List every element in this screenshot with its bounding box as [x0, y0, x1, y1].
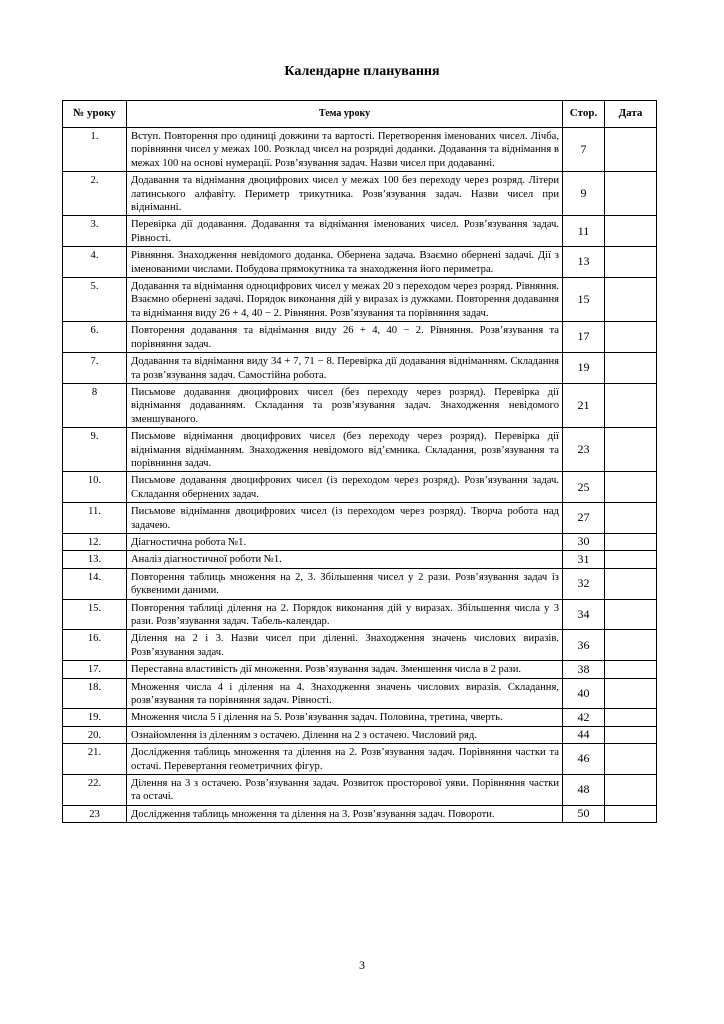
lesson-number-cell: 4.	[63, 247, 127, 278]
lesson-topic-cell: Ділення на 2 і 3. Назви чисел при діленні. Знаходження значень числових виразів. Розв’язування задач.	[127, 630, 563, 661]
page-cell: 9	[563, 172, 605, 216]
date-cell	[605, 551, 657, 568]
date-cell	[605, 172, 657, 216]
table-row	[63, 599, 657, 630]
lesson-topic-cell: Додавання та віднімання одноцифрових чисел у межах 20 з переходом через розряд. Рівняння. Взаємно обернені задачі. Порядок виконання дій у виразах із дужками. Повторення додавання та віднімання виду 26 + 4, 40 − 2. Рівняння. Розв’язування та порівняння задач.	[127, 278, 563, 322]
table-row	[63, 805, 657, 822]
page-cell: 36	[563, 630, 605, 661]
lesson-topic-cell: Вступ. Повторення про одиниці довжини та вартості. Перетворення іменованих чисел. Лічба, порівняння чисел у межах 100. Розклад чисел на розрядні доданки. Додавання та віднімання в межах 100 на основі нумерації. Розв’язування задач. Назви чисел при додаванні.	[127, 128, 563, 172]
lesson-number-cell: 17.	[63, 661, 127, 678]
header-date: Дата	[605, 101, 657, 128]
table-row	[63, 661, 657, 678]
lesson-number-cell: 21.	[63, 744, 127, 775]
lesson-number-cell: 20.	[63, 726, 127, 743]
table-row	[63, 775, 657, 806]
lesson-number-cell: 18.	[63, 678, 127, 709]
date-cell	[605, 383, 657, 427]
lesson-number-cell: 15.	[63, 599, 127, 630]
date-cell	[605, 568, 657, 599]
page-cell: 31	[563, 551, 605, 568]
page-cell: 48	[563, 775, 605, 806]
date-cell	[605, 678, 657, 709]
date-cell	[605, 428, 657, 472]
page-cell: 30	[563, 533, 605, 550]
lesson-number-cell: 8	[63, 383, 127, 427]
page-cell: 15	[563, 278, 605, 322]
header-lesson-number: № уроку	[63, 101, 127, 128]
date-cell	[605, 503, 657, 534]
table-row	[63, 709, 657, 726]
header-page: Стор.	[563, 101, 605, 128]
date-cell	[605, 247, 657, 278]
page-cell: 34	[563, 599, 605, 630]
table-row	[63, 383, 657, 427]
lesson-topic-cell: Повторення таблиці ділення на 2. Порядок виконання дій у виразах. Збільшення числа у 3 рази. Розв’язування задач. Табель-календар.	[127, 599, 563, 630]
page-cell: 7	[563, 128, 605, 172]
date-cell	[605, 533, 657, 550]
table-row	[63, 472, 657, 503]
date-cell	[605, 630, 657, 661]
date-cell	[605, 353, 657, 384]
date-cell	[605, 216, 657, 247]
date-cell	[605, 726, 657, 743]
date-cell	[605, 709, 657, 726]
table-row	[63, 630, 657, 661]
lesson-topic-cell: Діагностична робота №1.	[127, 533, 563, 550]
lesson-number-cell: 3.	[63, 216, 127, 247]
date-cell	[605, 278, 657, 322]
lesson-number-cell: 14.	[63, 568, 127, 599]
page-number: 3	[359, 958, 365, 972]
date-cell	[605, 744, 657, 775]
table-row	[63, 533, 657, 550]
table-row	[63, 278, 657, 322]
page-cell: 50	[563, 805, 605, 822]
table-row	[63, 428, 657, 472]
page-cell: 44	[563, 726, 605, 743]
page-cell: 19	[563, 353, 605, 384]
lesson-topic-cell: Повторення таблиць множення на 2, 3. Збільшення чисел у 2 рази. Розв’язування задач із буквеними даними.	[127, 568, 563, 599]
page-cell: 13	[563, 247, 605, 278]
lesson-topic-cell: Письмове додавання двоцифрових чисел (із переходом через розряд). Розв’язування задач. Складання обернених задач.	[127, 472, 563, 503]
page-cell: 42	[563, 709, 605, 726]
lesson-topic-cell: Множення числа 4 і ділення на 4. Знаходження значень числових виразів. Складання, розв’язування та порівняння задач. Рівності.	[127, 678, 563, 709]
lesson-number-cell: 6.	[63, 322, 127, 353]
date-cell	[605, 599, 657, 630]
lesson-number-cell: 9.	[63, 428, 127, 472]
lesson-topic-cell: Перевірка дії додавання. Додавання та віднімання іменованих чисел. Розв’язування задач. Рівності.	[127, 216, 563, 247]
lesson-number-cell: 16.	[63, 630, 127, 661]
date-cell	[605, 322, 657, 353]
table-header-row	[63, 101, 657, 128]
date-cell	[605, 128, 657, 172]
page-cell: 27	[563, 503, 605, 534]
lesson-number-cell: 23	[63, 805, 127, 822]
page-cell: 21	[563, 383, 605, 427]
table-row	[63, 216, 657, 247]
lesson-topic-cell: Повторення додавання та віднімання виду 26 + 4, 40 − 2. Рівняння. Розв’язування та порівняння задач.	[127, 322, 563, 353]
table-row	[63, 128, 657, 172]
table-row	[63, 551, 657, 568]
lesson-number-cell: 5.	[63, 278, 127, 322]
lesson-number-cell: 7.	[63, 353, 127, 384]
lesson-topic-cell: Письмове віднімання двоцифрових чисел (без переходу через розряд). Перевірка дії віднімання відніманням. Знаходження невідомого від’ємника. Складання, розв’язування та порівняння задач.	[127, 428, 563, 472]
table-row	[63, 678, 657, 709]
lesson-number-cell: 12.	[63, 533, 127, 550]
lesson-number-cell: 13.	[63, 551, 127, 568]
lesson-topic-cell: Рівняння. Знаходження невідомого доданка. Обернена задача. Взаємно обернені задачі. Дії з іменованими числами. Побудова прямокутника та знаходження його периметра.	[127, 247, 563, 278]
lesson-topic-cell: Дослідження таблиць множення та ділення на 3. Розв’язування задач. Повороти.	[127, 805, 563, 822]
lesson-topic-cell: Переставна властивість дії множення. Розв’язування задач. Зменшення числа в 2 рази.	[127, 661, 563, 678]
page-cell: 38	[563, 661, 605, 678]
lesson-number-cell: 10.	[63, 472, 127, 503]
lesson-number-cell: 1.	[63, 128, 127, 172]
lesson-topic-cell: Аналіз діагностичної роботи №1.	[127, 551, 563, 568]
lesson-topic-cell: Ознайомлення із діленням з остачею. Ділення на 2 з остачею. Числовий ряд.	[127, 726, 563, 743]
table-row	[63, 503, 657, 534]
table-row	[63, 568, 657, 599]
date-cell	[605, 775, 657, 806]
table-row	[63, 353, 657, 384]
lesson-topic-cell: Письмове віднімання двоцифрових чисел (із переходом через розряд). Творча робота над задачею.	[127, 503, 563, 534]
calendar-plan-table	[62, 100, 657, 823]
lesson-number-cell: 11.	[63, 503, 127, 534]
lesson-topic-cell: Множення числа 5 і ділення на 5. Розв’язування задач. Половина, третина, чверть.	[127, 709, 563, 726]
lesson-number-cell: 19.	[63, 709, 127, 726]
lesson-number-cell: 22.	[63, 775, 127, 806]
lesson-topic-cell: Дослідження таблиць множення та ділення на 2. Розв’язування задач. Порівняння частки та остачі. Перевертання геометричних фігур.	[127, 744, 563, 775]
lesson-number-cell: 2.	[63, 172, 127, 216]
table-row	[63, 247, 657, 278]
table-row	[63, 172, 657, 216]
lesson-topic-cell: Додавання та віднімання двоцифрових чисел у межах 100 без переходу через розряд. Літери латинського алфавіту. Периметр трикутника. Розв’язування задач. Назви чисел при відніманні.	[127, 172, 563, 216]
date-cell	[605, 661, 657, 678]
page-cell: 46	[563, 744, 605, 775]
date-cell	[605, 805, 657, 822]
page-cell: 40	[563, 678, 605, 709]
lesson-topic-cell: Ділення на 3 з остачею. Розв’язування задач. Розвиток просторової уяви. Порівняння частки та остачі.	[127, 775, 563, 806]
page-cell: 23	[563, 428, 605, 472]
lesson-topic-cell: Додавання та віднімання виду 34 + 7, 71 − 8. Перевірка дії додавання відніманням. Складання та розв’язування задач. Самостійна робота.	[127, 353, 563, 384]
page-cell: 32	[563, 568, 605, 599]
page-title: Календарне планування	[284, 64, 440, 79]
table-row	[63, 726, 657, 743]
header-lesson-topic: Тема уроку	[127, 101, 563, 128]
lesson-topic-cell: Письмове додавання двоцифрових чисел (без переходу через розряд). Перевірка дії віднімання додаванням. Складання та розв’язування задач. Знаходження невідомого зменшуваного.	[127, 383, 563, 427]
page-cell: 11	[563, 216, 605, 247]
page-cell: 25	[563, 472, 605, 503]
table-row	[63, 322, 657, 353]
table-row	[63, 744, 657, 775]
page-cell: 17	[563, 322, 605, 353]
date-cell	[605, 472, 657, 503]
